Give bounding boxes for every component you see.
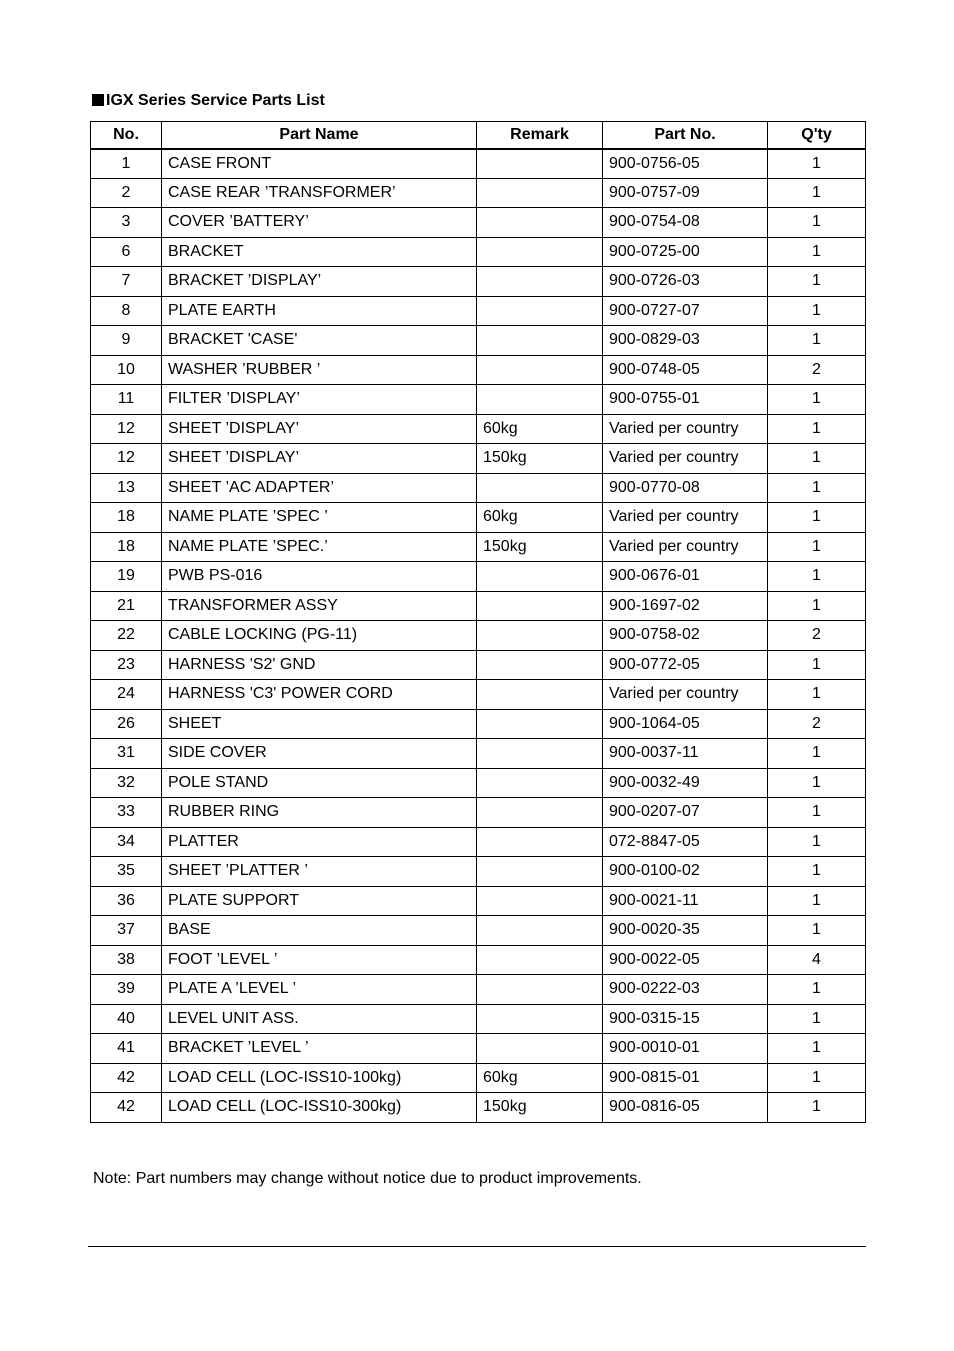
table-row bbox=[91, 385, 866, 415]
cell-qty: 1 bbox=[768, 650, 866, 680]
cell-no: 7 bbox=[91, 267, 162, 297]
table-row bbox=[91, 886, 866, 916]
cell-qty: 1 bbox=[768, 975, 866, 1005]
table-row bbox=[91, 975, 866, 1005]
table-row bbox=[91, 1063, 866, 1093]
header-qty: Q'ty bbox=[768, 122, 866, 149]
cell-part-name: FOOT ’LEVEL ’ bbox=[162, 945, 477, 975]
table-row bbox=[91, 562, 866, 592]
table-row bbox=[91, 650, 866, 680]
cell-part-no: 900-0726-03 bbox=[603, 267, 768, 297]
cell-part-no: 900-0020-35 bbox=[603, 916, 768, 946]
cell-no: 42 bbox=[91, 1063, 162, 1093]
table-row bbox=[91, 267, 866, 297]
cell-qty: 1 bbox=[768, 827, 866, 857]
cell-qty: 1 bbox=[768, 178, 866, 208]
cell-qty: 1 bbox=[768, 149, 866, 179]
cell-remark bbox=[477, 886, 603, 916]
cell-part-no: Varied per country bbox=[603, 503, 768, 533]
table-row bbox=[91, 945, 866, 975]
cell-part-name: PLATE EARTH bbox=[162, 296, 477, 326]
table-row bbox=[91, 296, 866, 326]
table-row bbox=[91, 798, 866, 828]
table-header-row bbox=[91, 122, 866, 149]
cell-remark bbox=[477, 208, 603, 238]
cell-part-no: 900-0032-49 bbox=[603, 768, 768, 798]
cell-part-name: BASE bbox=[162, 916, 477, 946]
table-row bbox=[91, 473, 866, 503]
cell-part-no: 900-0816-05 bbox=[603, 1093, 768, 1123]
cell-part-name: SHEET ’DISPLAY’ bbox=[162, 444, 477, 474]
cell-no: 34 bbox=[91, 827, 162, 857]
cell-qty: 1 bbox=[768, 798, 866, 828]
cell-remark bbox=[477, 650, 603, 680]
cell-remark bbox=[477, 680, 603, 710]
cell-no: 11 bbox=[91, 385, 162, 415]
cell-part-no: 900-0748-05 bbox=[603, 355, 768, 385]
header-part-name: Part Name bbox=[162, 122, 477, 149]
cell-no: 39 bbox=[91, 975, 162, 1005]
cell-qty: 1 bbox=[768, 503, 866, 533]
cell-no: 40 bbox=[91, 1004, 162, 1034]
cell-part-no: 900-0010-01 bbox=[603, 1034, 768, 1064]
cell-remark bbox=[477, 1034, 603, 1064]
cell-no: 3 bbox=[91, 208, 162, 238]
cell-part-no: 900-0755-01 bbox=[603, 385, 768, 415]
cell-part-name: NAME PLATE ’SPEC.’ bbox=[162, 532, 477, 562]
cell-qty: 1 bbox=[768, 591, 866, 621]
cell-no: 2 bbox=[91, 178, 162, 208]
table-body bbox=[91, 149, 866, 1123]
header-part-no: Part No. bbox=[603, 122, 768, 149]
table-row bbox=[91, 827, 866, 857]
cell-remark bbox=[477, 385, 603, 415]
cell-part-name: BRACKET bbox=[162, 237, 477, 267]
cell-no: 26 bbox=[91, 709, 162, 739]
cell-no: 21 bbox=[91, 591, 162, 621]
cell-remark bbox=[477, 827, 603, 857]
table-row bbox=[91, 532, 866, 562]
cell-remark bbox=[477, 709, 603, 739]
cell-no: 42 bbox=[91, 1093, 162, 1123]
cell-remark bbox=[477, 591, 603, 621]
cell-part-name: COVER ’BATTERY’ bbox=[162, 208, 477, 238]
cell-part-no: 900-0676-01 bbox=[603, 562, 768, 592]
table-row bbox=[91, 237, 866, 267]
cell-remark bbox=[477, 975, 603, 1005]
cell-no: 36 bbox=[91, 886, 162, 916]
cell-part-no: 900-0754-08 bbox=[603, 208, 768, 238]
cell-part-no: 900-0207-07 bbox=[603, 798, 768, 828]
cell-part-no: Varied per country bbox=[603, 680, 768, 710]
cell-no: 12 bbox=[91, 414, 162, 444]
cell-qty: 1 bbox=[768, 562, 866, 592]
cell-no: 35 bbox=[91, 857, 162, 887]
cell-part-name: TRANSFORMER ASSY bbox=[162, 591, 477, 621]
table-row bbox=[91, 208, 866, 238]
cell-qty: 1 bbox=[768, 326, 866, 356]
cell-no: 1 bbox=[91, 149, 162, 179]
cell-part-no: 900-0100-02 bbox=[603, 857, 768, 887]
cell-part-name: SHEET ’DISPLAY’ bbox=[162, 414, 477, 444]
cell-qty: 1 bbox=[768, 1063, 866, 1093]
cell-remark bbox=[477, 739, 603, 769]
cell-remark bbox=[477, 355, 603, 385]
cell-part-name: PLATE A ’LEVEL ’ bbox=[162, 975, 477, 1005]
cell-part-name: BRACKET 'CASE' bbox=[162, 326, 477, 356]
cell-no: 37 bbox=[91, 916, 162, 946]
cell-no: 38 bbox=[91, 945, 162, 975]
cell-remark bbox=[477, 149, 603, 179]
table-row bbox=[91, 768, 866, 798]
cell-remark bbox=[477, 857, 603, 887]
cell-part-no: 900-0758-02 bbox=[603, 621, 768, 651]
cell-part-name: HARNESS 'S2' GND bbox=[162, 650, 477, 680]
document-title-text: IGX Series Service Parts List bbox=[106, 92, 325, 109]
header-no: No. bbox=[91, 122, 162, 149]
cell-part-no: 900-0757-09 bbox=[603, 178, 768, 208]
cell-qty: 1 bbox=[768, 1093, 866, 1123]
cell-part-name: HARNESS 'C3' POWER CORD bbox=[162, 680, 477, 710]
cell-no: 22 bbox=[91, 621, 162, 651]
cell-part-name: WASHER ’RUBBER ’ bbox=[162, 355, 477, 385]
cell-qty: 1 bbox=[768, 237, 866, 267]
table-row bbox=[91, 178, 866, 208]
cell-part-name: LOAD CELL (LOC-ISS10-300kg) bbox=[162, 1093, 477, 1123]
cell-qty: 2 bbox=[768, 621, 866, 651]
cell-part-name: LOAD CELL (LOC-ISS10-100kg) bbox=[162, 1063, 477, 1093]
cell-part-name: CASE REAR ’TRANSFORMER’ bbox=[162, 178, 477, 208]
cell-remark bbox=[477, 237, 603, 267]
cell-qty: 1 bbox=[768, 296, 866, 326]
cell-part-name: FILTER ’DISPLAY’ bbox=[162, 385, 477, 415]
table-row bbox=[91, 326, 866, 356]
table-row bbox=[91, 503, 866, 533]
cell-part-name: PLATE SUPPORT bbox=[162, 886, 477, 916]
cell-remark bbox=[477, 178, 603, 208]
cell-no: 19 bbox=[91, 562, 162, 592]
square-bullet-icon bbox=[92, 94, 104, 106]
cell-no: 33 bbox=[91, 798, 162, 828]
cell-part-no: 900-0756-05 bbox=[603, 149, 768, 179]
table-row bbox=[91, 1093, 866, 1123]
cell-part-name: SHEET bbox=[162, 709, 477, 739]
cell-no: 12 bbox=[91, 444, 162, 474]
cell-part-no: 900-0022-05 bbox=[603, 945, 768, 975]
cell-no: 13 bbox=[91, 473, 162, 503]
footnote: Note: Part numbers may change without notice due to product improvements. bbox=[93, 1170, 642, 1187]
cell-remark bbox=[477, 296, 603, 326]
cell-qty: 1 bbox=[768, 385, 866, 415]
cell-part-name: BRACKET ’DISPLAY’ bbox=[162, 267, 477, 297]
cell-no: 8 bbox=[91, 296, 162, 326]
cell-qty: 4 bbox=[768, 945, 866, 975]
cell-qty: 1 bbox=[768, 1004, 866, 1034]
cell-no: 23 bbox=[91, 650, 162, 680]
table-row bbox=[91, 414, 866, 444]
document-title bbox=[92, 90, 325, 112]
cell-qty: 1 bbox=[768, 739, 866, 769]
cell-qty: 1 bbox=[768, 1034, 866, 1064]
cell-part-name: LEVEL UNIT ASS. bbox=[162, 1004, 477, 1034]
cell-qty: 2 bbox=[768, 355, 866, 385]
cell-remark: 60kg bbox=[477, 1063, 603, 1093]
cell-part-no: 900-0037-11 bbox=[603, 739, 768, 769]
cell-remark bbox=[477, 798, 603, 828]
cell-part-name: SIDE COVER bbox=[162, 739, 477, 769]
cell-part-no: 900-0021-11 bbox=[603, 886, 768, 916]
cell-no: 24 bbox=[91, 680, 162, 710]
cell-remark bbox=[477, 267, 603, 297]
table-row bbox=[91, 149, 866, 179]
cell-no: 41 bbox=[91, 1034, 162, 1064]
table-row bbox=[91, 709, 866, 739]
cell-qty: 1 bbox=[768, 414, 866, 444]
cell-part-no: 072-8847-05 bbox=[603, 827, 768, 857]
cell-part-name: SHEET ’AC ADAPTER’ bbox=[162, 473, 477, 503]
table-row bbox=[91, 1004, 866, 1034]
cell-remark bbox=[477, 562, 603, 592]
cell-qty: 1 bbox=[768, 208, 866, 238]
cell-qty: 1 bbox=[768, 886, 866, 916]
table-row bbox=[91, 444, 866, 474]
cell-remark bbox=[477, 916, 603, 946]
table-row bbox=[91, 591, 866, 621]
cell-part-no: 900-0222-03 bbox=[603, 975, 768, 1005]
cell-part-name: RUBBER RING bbox=[162, 798, 477, 828]
cell-qty: 1 bbox=[768, 444, 866, 474]
cell-remark bbox=[477, 1004, 603, 1034]
cell-qty: 1 bbox=[768, 680, 866, 710]
cell-remark: 60kg bbox=[477, 503, 603, 533]
cell-part-name: PLATTER bbox=[162, 827, 477, 857]
cell-qty: 1 bbox=[768, 916, 866, 946]
cell-part-name: BRACKET ’LEVEL ’ bbox=[162, 1034, 477, 1064]
cell-part-no: 900-0772-05 bbox=[603, 650, 768, 680]
cell-no: 18 bbox=[91, 532, 162, 562]
parts-table bbox=[90, 121, 866, 1123]
cell-part-no: 900-0315-15 bbox=[603, 1004, 768, 1034]
cell-qty: 2 bbox=[768, 709, 866, 739]
cell-remark: 60kg bbox=[477, 414, 603, 444]
footer-divider bbox=[88, 1246, 866, 1247]
cell-remark bbox=[477, 768, 603, 798]
cell-remark bbox=[477, 326, 603, 356]
header-remark: Remark bbox=[477, 122, 603, 149]
cell-no: 32 bbox=[91, 768, 162, 798]
cell-remark: 150kg bbox=[477, 532, 603, 562]
cell-no: 9 bbox=[91, 326, 162, 356]
table-row bbox=[91, 1034, 866, 1064]
table-row bbox=[91, 621, 866, 651]
cell-qty: 1 bbox=[768, 857, 866, 887]
cell-part-no: 900-0829-03 bbox=[603, 326, 768, 356]
cell-part-no: Varied per country bbox=[603, 414, 768, 444]
cell-part-name: POLE STAND bbox=[162, 768, 477, 798]
cell-part-name: CASE FRONT bbox=[162, 149, 477, 179]
cell-part-no: 900-0727-07 bbox=[603, 296, 768, 326]
cell-remark bbox=[477, 945, 603, 975]
cell-remark bbox=[477, 621, 603, 651]
cell-part-no: Varied per country bbox=[603, 444, 768, 474]
cell-qty: 1 bbox=[768, 267, 866, 297]
cell-part-name: SHEET ’PLATTER ’ bbox=[162, 857, 477, 887]
table-row bbox=[91, 680, 866, 710]
cell-no: 6 bbox=[91, 237, 162, 267]
cell-part-name: PWB PS-016 bbox=[162, 562, 477, 592]
cell-no: 10 bbox=[91, 355, 162, 385]
table-row bbox=[91, 739, 866, 769]
cell-no: 18 bbox=[91, 503, 162, 533]
cell-remark bbox=[477, 473, 603, 503]
cell-no: 31 bbox=[91, 739, 162, 769]
table-row bbox=[91, 916, 866, 946]
cell-part-no: 900-1697-02 bbox=[603, 591, 768, 621]
cell-part-name: CABLE LOCKING (PG-11) bbox=[162, 621, 477, 651]
cell-remark: 150kg bbox=[477, 444, 603, 474]
cell-part-name: NAME PLATE ’SPEC ’ bbox=[162, 503, 477, 533]
cell-remark: 150kg bbox=[477, 1093, 603, 1123]
cell-qty: 1 bbox=[768, 768, 866, 798]
cell-part-no: 900-0815-01 bbox=[603, 1063, 768, 1093]
table-row bbox=[91, 857, 866, 887]
cell-part-no: 900-0725-00 bbox=[603, 237, 768, 267]
cell-part-no: 900-1064-05 bbox=[603, 709, 768, 739]
cell-part-no: 900-0770-08 bbox=[603, 473, 768, 503]
cell-part-no: Varied per country bbox=[603, 532, 768, 562]
cell-qty: 1 bbox=[768, 532, 866, 562]
table-row bbox=[91, 355, 866, 385]
cell-qty: 1 bbox=[768, 473, 866, 503]
